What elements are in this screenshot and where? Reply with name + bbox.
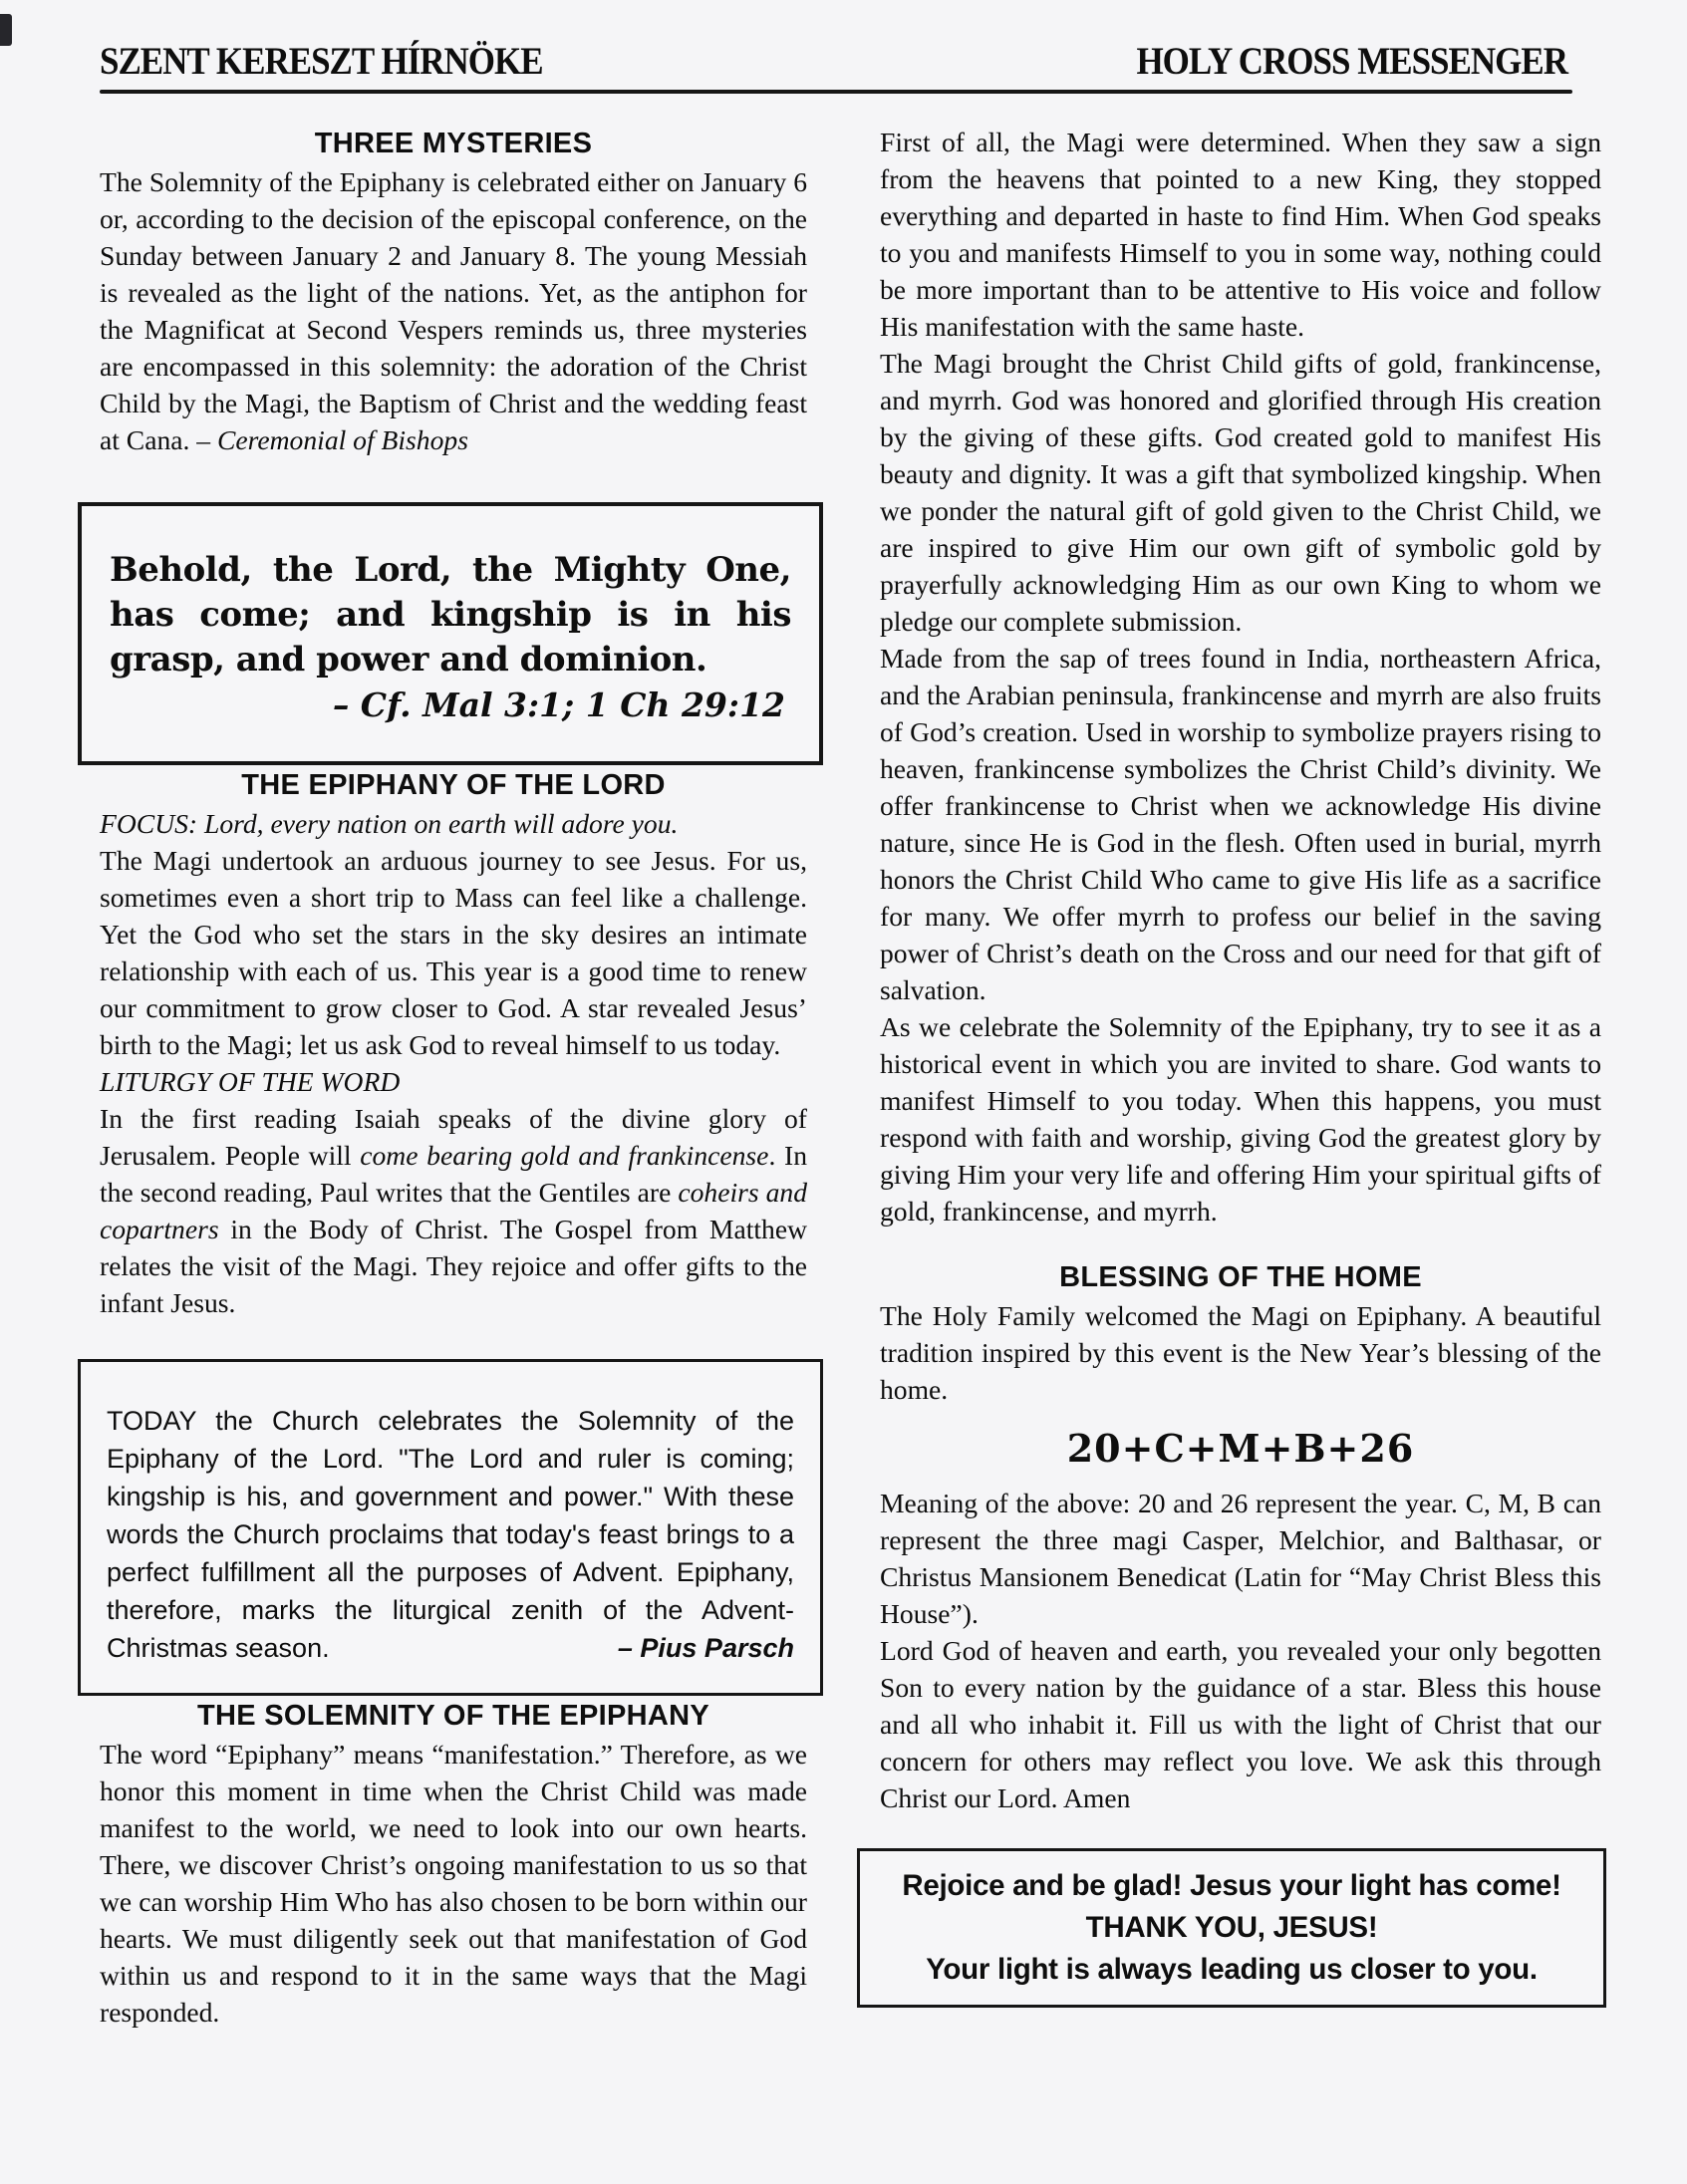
today-box-body: TODAY the Church celebrates the Solemnity of the Epiphany of the Lord. "The Lord and ruler is coming; kingship is his, and government and power." With these words the Church proclaims that today's feast brings to a perfect fulfillment all the purposes of Advent. Epiphany, therefore, marks the liturgical zenith of the Advent-Christmas season. [107, 1406, 794, 1663]
liturgy-of-the-word-line: LITURGY OF THE WORD [100, 1066, 401, 1097]
heading-solemnity-of-the-epiphany: THE SOLEMNITY OF THE EPIPHANY [196, 1700, 710, 1732]
right-column [880, 124, 1601, 2031]
liturgy-text-1: In the first reading Isaiah speaks of the divine glory of Jerusalem. People will [100, 1103, 807, 1171]
solemnity-paragraph: The word “Epiphany” means “manifestation.” Therefore, as we honor this moment in time when the Christ Child was made manifest to the world, we need to look into our own hearts. There, we discover Christ’s ongoing manifestation to us so that we can worship Him Who has also chosen to be born within our hearts. We must diligently seek out that manifestation of God within us and respond to it in the same ways that the Magi responded. [100, 1739, 807, 2028]
masthead-left: SZENT KERESZT HÍRNÖKE [100, 39, 543, 83]
pius-parsch-quote-box [78, 1359, 823, 1696]
rejoice-line-1: Rejoice and be glad! Jesus your light has come! [902, 1869, 1561, 1902]
house-blessing-prayer: Lord God of heaven and earth, you revealed your only begotten Son to every nation by the guidance of a star. Bless this house and all who inhabit it. Fill us with the light of Christ that our concern for others may reflect you love. We ask this through Christ our Lord. Amen [880, 1635, 1601, 1813]
three-mysteries-text: The Solemnity of the Epiphany is celebrated either on January 6 or, according to the decision of the episcopal conference, on the Sunday between January 2 and January 8. The young Messiah is revealed as the light of the nations. Yet, as the antiphon for the Magnificat at Second Vespers reminds us, three mysteries are encompassed in this solemnity: the adoration of the Christ Child by the Magi, the Baptism of Christ and the wedding feast at Cana. – [100, 166, 807, 455]
liturgy-text-3: in the Body of Christ. The Gospel from Matthew relates the visit of the Magi. They rejoice and offer gifts to the infant Jesus. [100, 1214, 807, 1318]
liturgy-text-2: . In the second reading, Paul writes that the Gentiles are [100, 1140, 807, 1208]
scripture-quote-box [78, 502, 823, 765]
scripture-quote-attribution: – Cf. Mal 3:1; 1 Ch 29:12 [332, 685, 785, 724]
three-mysteries-attribution: Ceremonial of Bishops [217, 424, 468, 455]
scripture-quote-text: Behold, the Lord, the Mighty One, has come; and kingship is in his grasp, and power and dominion. [110, 550, 791, 680]
epiphany-chalk-formula: 20+C+M+B+26 [1066, 1426, 1415, 1471]
magi-determined-paragraph: First of all, the Magi were determined. When they saw a sign from the heavens that pointed to a new King, they stopped everything and departed in haste to find Him. When God speaks to you and manifests Himself to you in some way, nothing could be more important than to be attentive to His voice and follow His manifestation with the same haste. [880, 127, 1601, 342]
heading-epiphany-of-the-lord: THE EPIPHANY OF THE LORD [241, 769, 666, 801]
page-header [0, 0, 1687, 84]
liturgy-italic-2: coheirs and copartners [100, 1177, 807, 1244]
pius-parsch-text [107, 1402, 794, 1667]
rejoice-line-2: THANK YOU, JESUS! [1085, 1911, 1378, 1944]
formula-meaning-paragraph: Meaning of the above: 20 and 26 represent the year. C, M, B can represent the three magi Casper, Melchior, and Balthasar, or Christus Mansionem Benedicat (Latin for “May Christ Bless this House”). [880, 1488, 1601, 1629]
masthead-right: HOLY CROSS MESSENGER [1136, 39, 1567, 83]
rejoice-box [857, 1848, 1606, 2008]
heading-blessing-of-the-home: BLESSING OF THE HOME [1059, 1261, 1422, 1293]
focus-line: FOCUS: Lord, every nation on earth will adore you. [100, 808, 679, 839]
blessing-intro-paragraph: The Holy Family welcomed the Magi on Epiphany. A beautiful tradition inspired by this event is the New Year’s blessing of the home. [880, 1300, 1601, 1405]
frankincense-myrrh-paragraph: Made from the sap of trees found in India, northeastern Africa, and the Arabian peninsula, frankincense and myrrh are also fruits of God’s creation. Used in worship to symbolize prayers rising to heaven, frankincense symbolizes the Christ Child’s divinity. We offer frankincense to Christ when we acknowledge His divine nature, since He is God in the flesh. Often used in burial, myrrh honors the Christ Child Who came to give His life as a sacrifice for many. We offer myrrh to profess our belief in the saving power of Christ’s death on the Cross and our need for that gift of salvation. [880, 643, 1601, 1005]
scan-artifact [0, 14, 12, 46]
magi-gifts-paragraph: The Magi brought the Christ Child gifts of gold, frankincense, and myrrh. God was honored and glorified through His creation by the giving of these gifts. God created gold to manifest His beauty and dignity. It was a gift that symbolized kingship. When we ponder the natural gift of gold given to the Christ Child, we are inspired to give Him our own gift of symbolic gold by prayerfully acknowledging Him as our own King to whom we pledge our complete submission. [880, 348, 1601, 637]
two-column-layout [0, 94, 1687, 2031]
rejoice-line-3: Your light is always leading us closer to you. [926, 1953, 1538, 1986]
liturgy-italic-1: come bearing gold and frankincense [360, 1140, 769, 1171]
celebrate-solemnity-paragraph: As we celebrate the Solemnity of the Epiphany, try to see it as a historical event in which you are invited to share. God wants to manifest Himself to you today. When this happens, you must respond with faith and worship, giving God the greatest glory by giving Him your very life and offering Him your spiritual gifts of gold, frankincense, and myrrh. [880, 1011, 1601, 1227]
left-column [100, 124, 807, 2031]
epiphany-paragraph-1: The Magi undertook an arduous journey to see Jesus. For us, sometimes even a short trip to Mass can feel like a challenge. Yet the God who set the stars in the sky desires an intimate relationship with each of us. This year is a good time to renew our commitment to grow closer to God. A star revealed Jesus’ birth to the Magi; let us ask God to reveal himself to us today. [100, 845, 807, 1060]
pius-parsch-attribution: – Pius Parsch [617, 1633, 794, 1663]
three-mysteries-paragraph [100, 163, 807, 458]
heading-three-mysteries: THREE MYSTERIES [314, 128, 593, 159]
liturgy-paragraph [100, 1100, 807, 1321]
